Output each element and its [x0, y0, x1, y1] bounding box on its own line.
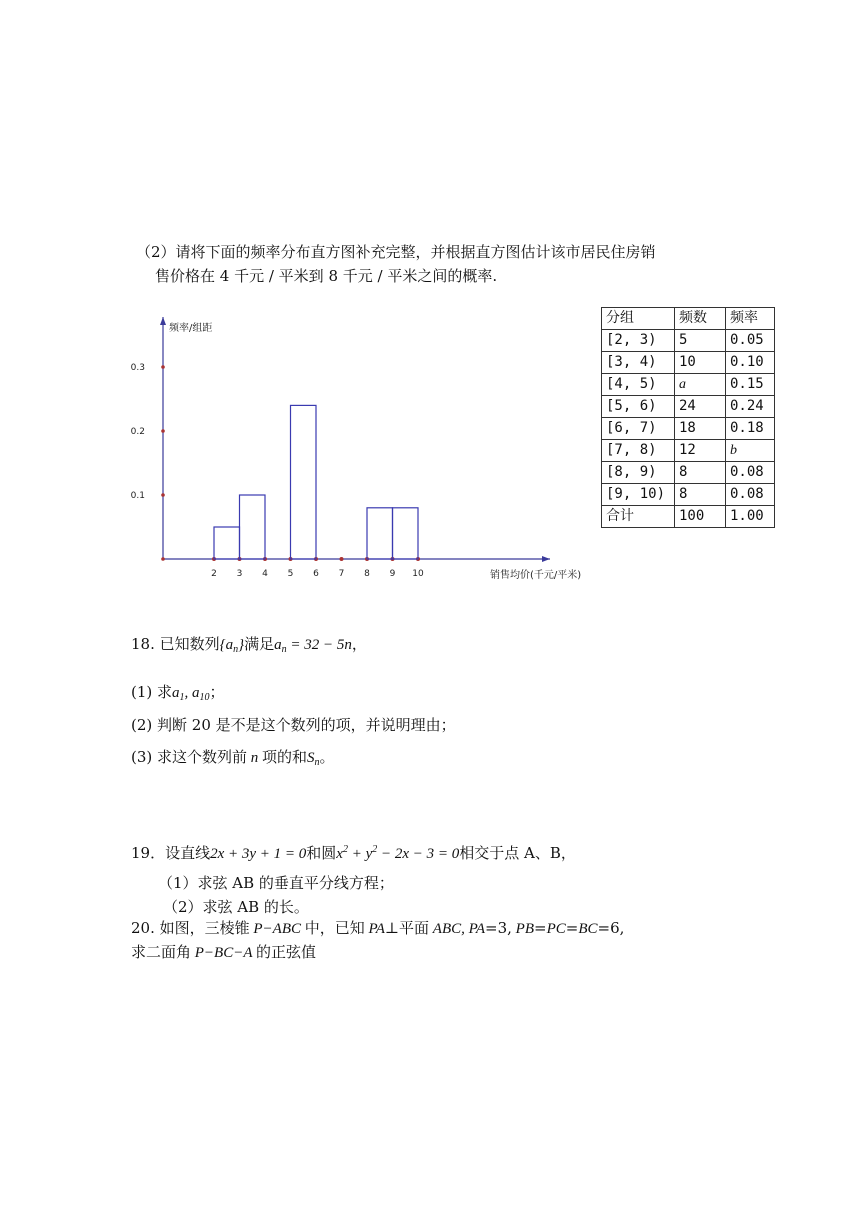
table-cell: [4, 5)	[602, 374, 675, 396]
histogram-bar	[393, 508, 419, 559]
q17-part2-line1: （2）请将下面的频率分布直方图补充完整，并根据直方图估计该市居民住房销	[136, 243, 656, 261]
q20-text: 的正弦值	[255, 943, 316, 961]
q18-part3	[131, 747, 335, 773]
q19-intro	[131, 840, 576, 864]
table-row	[602, 396, 775, 418]
exponent: 2	[372, 844, 378, 855]
table-row	[602, 374, 775, 396]
x-tick-label: 8	[364, 569, 370, 579]
table-cell: b	[726, 440, 775, 462]
q18-part1	[131, 682, 225, 708]
q20-text: 中，已知	[304, 919, 365, 937]
formula-subscript: n	[281, 644, 287, 655]
table-row	[602, 506, 775, 528]
general-term-formula	[274, 637, 352, 653]
x-tick-label: 10	[412, 569, 424, 579]
sum-subscript: n	[314, 757, 320, 768]
circle-x: x	[336, 846, 343, 862]
q20-text: 平面	[399, 919, 430, 937]
segment-pc: PC	[546, 921, 566, 937]
table-cell: 8	[675, 484, 726, 506]
q18-intro-text: 满足	[244, 635, 275, 653]
histogram-bar	[214, 527, 240, 559]
table-cell: [2, 3)	[602, 330, 675, 352]
table-cell: 0.05	[726, 330, 775, 352]
q18-part3-end: 。	[319, 748, 335, 766]
q20-text: =6,	[597, 919, 625, 937]
pyramid-name: P−ABC	[249, 921, 305, 937]
seq-open: {a	[219, 637, 234, 653]
q20-line2	[131, 942, 316, 963]
table-header-cell: 分组	[602, 308, 675, 330]
table-cell: [3, 4)	[602, 352, 675, 374]
table-row	[602, 484, 775, 506]
histogram-bar	[240, 495, 266, 559]
term-a: a	[172, 685, 180, 701]
q19-text: 和圆	[306, 844, 337, 862]
q18-part1-math	[172, 685, 210, 701]
table-row	[602, 418, 775, 440]
term-subscript: 10	[199, 692, 210, 703]
table-cell: [7, 8)	[602, 440, 675, 462]
table-cell: 1.00	[726, 506, 775, 528]
formula-rhs: = 32 − 5n	[286, 637, 352, 653]
table-cell: 0.18	[726, 418, 775, 440]
term-a: , a	[184, 685, 200, 701]
sum-notation	[307, 750, 320, 766]
x-tick-label: 6	[313, 569, 319, 579]
circle-y: + y	[347, 846, 373, 862]
equals: =	[565, 919, 579, 937]
y-tick-dot	[161, 429, 165, 433]
x-tick-label: 9	[389, 569, 396, 579]
q18-intro-comma: ，	[351, 635, 367, 653]
table-cell: 12	[675, 440, 726, 462]
table-cell: 5	[675, 330, 726, 352]
x-axis-label: 销售均价(千元/平米)	[490, 570, 582, 581]
table-cell: [9, 10)	[602, 484, 675, 506]
sum-s: S	[307, 750, 315, 766]
y-axis-label: 频率/组距	[169, 323, 213, 334]
table-cell: 0.08	[726, 484, 775, 506]
frequency-table	[601, 307, 775, 528]
sequence-notation	[220, 637, 245, 653]
circle-rest: − 2x − 3 = 0	[377, 846, 460, 862]
line-equation: 2x + 3y + 1 = 0	[210, 846, 307, 862]
table-cell: 24	[675, 396, 726, 418]
q19-part2: （2）求弦 AB 的长。	[163, 898, 309, 916]
q18-part1-end: ；	[209, 683, 225, 701]
dihedral-angle: P−BC−A	[191, 945, 256, 961]
q19-text: 19．设直线	[131, 844, 211, 862]
table-cell: 0.24	[726, 396, 775, 418]
formula-lhs: a	[274, 637, 282, 653]
table-header-cell: 频率	[726, 308, 775, 330]
table-row	[602, 352, 775, 374]
q19-part1: （1）求弦 AB 的垂直平分线方程；	[158, 874, 394, 892]
x-tick-label: 5	[287, 569, 294, 579]
histogram-bar	[291, 405, 317, 559]
table-cell: 合计	[602, 506, 675, 528]
segment-pa: PA	[364, 921, 385, 937]
table-cell: 0.08	[726, 462, 775, 484]
x-tick-label: 3	[236, 569, 243, 579]
y-tick-dot	[161, 493, 165, 497]
table-cell: 18	[675, 418, 726, 440]
seq-close: }	[238, 637, 245, 653]
q20-text: =3,	[485, 919, 512, 937]
q18-intro	[131, 634, 367, 660]
q18-part3-text: 项的和	[262, 748, 308, 766]
y-tick-dot	[161, 365, 165, 369]
histogram-bar	[367, 508, 393, 559]
exponent: 2	[342, 844, 348, 855]
y-tick-label: 0.3	[130, 363, 145, 373]
table-cell: 0.15	[726, 374, 775, 396]
circle-equation	[336, 846, 459, 862]
table-row	[602, 330, 775, 352]
x-tick-label: 4	[262, 569, 268, 579]
q19-text: 相交于点 A、B，	[459, 844, 576, 862]
term-subscript: 1	[179, 692, 185, 703]
q18-part2: (2) 判断 20 是不是这个数列的项，并说明理由；	[131, 716, 456, 734]
q20-line1	[131, 918, 624, 939]
perpendicular-symbol: ⊥	[384, 919, 400, 937]
plane-abc: ABC, PA	[429, 921, 486, 937]
q18-intro-text: 18. 已知数列	[131, 635, 220, 653]
y-tick-label: 0.2	[130, 427, 145, 437]
x-axis-arrow	[542, 556, 550, 562]
x-tick-dot	[340, 557, 344, 561]
q20-text: 20. 如图，三棱锥	[131, 919, 250, 937]
table-cell: 10	[675, 352, 726, 374]
x-tick-label: 7	[338, 569, 345, 579]
x-tick-label: 2	[211, 569, 217, 579]
table-cell: 0.10	[726, 352, 775, 374]
table-row	[602, 462, 775, 484]
frequency-histogram	[130, 305, 600, 590]
table-cell: [8, 9)	[602, 462, 675, 484]
table-cell: 8	[675, 462, 726, 484]
origin-dot	[161, 557, 165, 561]
table-header-row	[602, 308, 775, 330]
table-header-cell: 频数	[675, 308, 726, 330]
table-cell: a	[675, 374, 726, 396]
q20-text: 求二面角	[131, 943, 192, 961]
y-tick-label: 0.1	[130, 491, 145, 501]
q18-part1-text: (1) 求	[131, 683, 173, 701]
segment-pb: PB	[511, 921, 534, 937]
segment-bc: BC	[578, 921, 598, 937]
table-row	[602, 440, 775, 462]
seq-subscript: n	[233, 644, 239, 655]
q17-part2-line2: 售价格在 4 千元 / 平米到 8 千元 / 平米之间的概率.	[155, 267, 498, 285]
q18-part3-text: (3) 求这个数列前	[131, 748, 248, 766]
table-cell: [6, 7)	[602, 418, 675, 440]
n-variable: n	[247, 750, 263, 766]
table-cell: 100	[675, 506, 726, 528]
table-cell: [5, 6)	[602, 396, 675, 418]
equals: =	[534, 919, 547, 937]
y-axis-arrow	[160, 317, 166, 325]
